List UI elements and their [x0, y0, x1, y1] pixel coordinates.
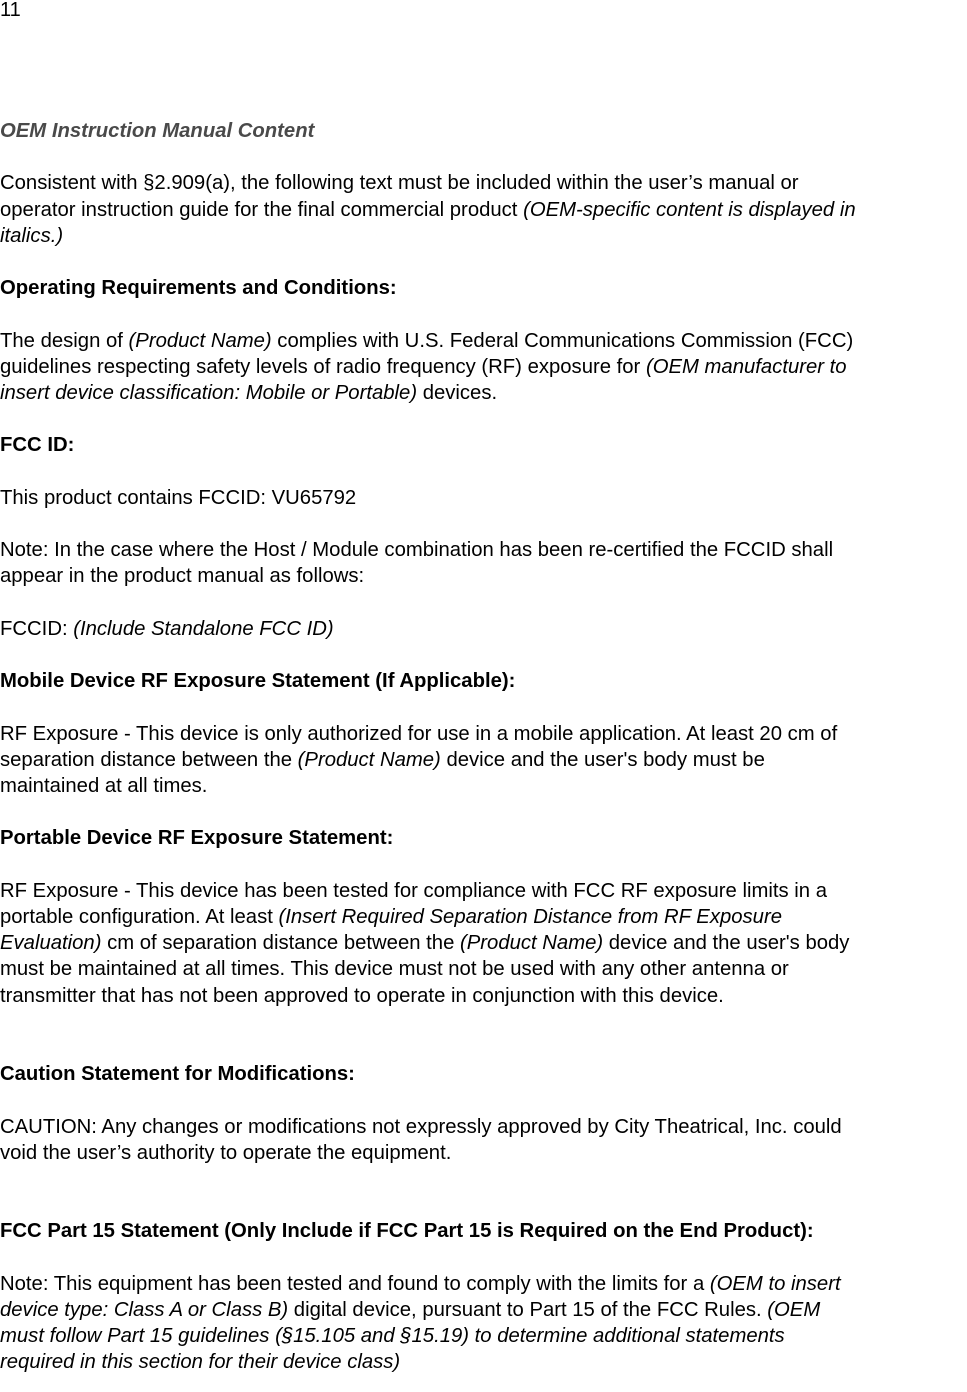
intro-paragraph — [0, 170, 967, 249]
page-title: OEM Instruction Manual Content — [0, 120, 315, 142]
oem-guidelines-placeholder-end: required in this section for their device class) — [0, 1351, 401, 1374]
intro-italic-end: italics.) — [0, 224, 64, 247]
part15-line-2 — [0, 1297, 967, 1323]
portable-line-4: must be maintained at all times. This device must not be used with any other antenna or — [0, 958, 789, 981]
oem-classification-placeholder-cont: insert device classification: Mobile or Portable) — [0, 381, 418, 404]
fccid-standalone-paragraph — [0, 616, 967, 642]
mobile-line-2 — [0, 747, 967, 773]
device-type-placeholder-cont: device type: Class A or Class B) — [0, 1298, 289, 1321]
part15-line-4 — [0, 1349, 967, 1375]
part15-paragraph — [0, 1271, 967, 1376]
part15-text-1: Note: This equipment has been tested and found to comply with the limits for a — [0, 1272, 710, 1295]
part15-line-3 — [0, 1323, 967, 1349]
document-body — [0, 118, 967, 1375]
caution-heading: Caution Statement for Modifications: — [0, 1063, 355, 1086]
fccid-contains-paragraph — [0, 485, 967, 511]
standalone-fccid-placeholder: (Include Standalone FCC ID) — [73, 617, 334, 640]
mobile-line-3: maintained at all times. — [0, 774, 208, 797]
part15-text-2: digital device, pursuant to Part 15 of the FCC Rules. — [288, 1298, 768, 1321]
caution-paragraph — [0, 1114, 967, 1166]
fccid-note-line-2: appear in the product manual as follows: — [0, 565, 365, 588]
intro-text: operator instruction guide for the final commercial product — [0, 198, 524, 221]
operating-line-3 — [0, 380, 967, 406]
portable-paragraph — [0, 878, 967, 1009]
part15-line-1 — [0, 1271, 967, 1297]
fccid-note-paragraph — [0, 537, 967, 589]
intro-italic-note: (OEM-specific content is displayed in — [523, 198, 856, 221]
fccid-note-line-1: Note: In the case where the Host / Module combination has been re-certified the FCCID shall — [0, 539, 834, 562]
mobile-text-1: separation distance between the — [0, 748, 298, 771]
separation-distance-placeholder-cont: Evaluation) — [0, 932, 102, 955]
product-name-placeholder: (Product Name) — [460, 932, 604, 955]
operating-heading: Operating Requirements and Conditions: — [0, 277, 397, 300]
section-gap — [0, 1192, 967, 1218]
intro-line-3 — [0, 223, 967, 249]
oem-guidelines-placeholder-cont: must follow Part 15 guidelines (§15.105 and §15.19) to determine additional statements — [0, 1325, 785, 1348]
product-name-placeholder: (Product Name) — [297, 748, 441, 771]
part15-heading: FCC Part 15 Statement (Only Include if FCC Part 15 is Required on the End Product): — [0, 1220, 814, 1243]
operating-text-4: devices. — [417, 381, 498, 404]
caution-line-1: CAUTION: Any changes or modifications not expressly approved by City Theatrical, Inc. could — [0, 1115, 842, 1138]
mobile-text-2: device and the user's body must be — [440, 748, 765, 771]
oem-classification-placeholder: (OEM manufacturer to — [645, 355, 847, 378]
portable-line-5: transmitter that has not been approved to operate in conjunction with this device. — [0, 984, 724, 1007]
portable-line-1: RF Exposure - This device has been tested for compliance with FCC RF exposure limits in a — [0, 879, 827, 902]
page-number: 11 — [0, 0, 21, 21]
fccid-heading: FCC ID: — [0, 434, 75, 457]
fccid-label: FCCID: — [0, 617, 74, 640]
portable-line-3 — [0, 930, 967, 956]
operating-line-2 — [0, 354, 967, 380]
section-gap — [0, 1035, 967, 1061]
operating-paragraph — [0, 328, 967, 407]
mobile-heading: Mobile Device RF Exposure Statement (If Applicable): — [0, 670, 516, 693]
portable-text-1: portable configuration. At least — [0, 905, 279, 928]
portable-text-2: cm of separation distance between the — [101, 932, 460, 955]
mobile-line-1: RF Exposure - This device is only authorized for use in a mobile application. At least 20 cm of — [0, 722, 838, 745]
portable-text-3: device and the user's body — [603, 932, 850, 955]
product-name-placeholder: (Product Name) — [128, 329, 272, 352]
separation-distance-placeholder: (Insert Required Separation Distance from RF Exposure — [278, 905, 782, 928]
portable-heading: Portable Device RF Exposure Statement: — [0, 827, 394, 850]
mobile-paragraph — [0, 721, 967, 800]
fccid-contains-line: This product contains FCCID: VU65792 — [0, 486, 357, 509]
caution-line-2: void the user’s authority to operate the equipment. — [0, 1141, 452, 1164]
operating-line-1 — [0, 328, 967, 354]
portable-line-2 — [0, 904, 967, 930]
intro-line-1: Consistent with §2.909(a), the following text must be included within the user’s manual or — [0, 172, 799, 195]
operating-text-2: complies with U.S. Federal Communications Commission (FCC) — [271, 329, 854, 352]
device-type-placeholder: (OEM to insert — [709, 1272, 841, 1295]
fccid-standalone-line — [0, 616, 967, 642]
operating-text-1: The design of — [0, 329, 129, 352]
operating-text-3: guidelines respecting safety levels of radio frequency (RF) exposure for — [0, 355, 646, 378]
intro-line-2 — [0, 197, 967, 223]
oem-guidelines-placeholder: (OEM — [767, 1298, 821, 1321]
